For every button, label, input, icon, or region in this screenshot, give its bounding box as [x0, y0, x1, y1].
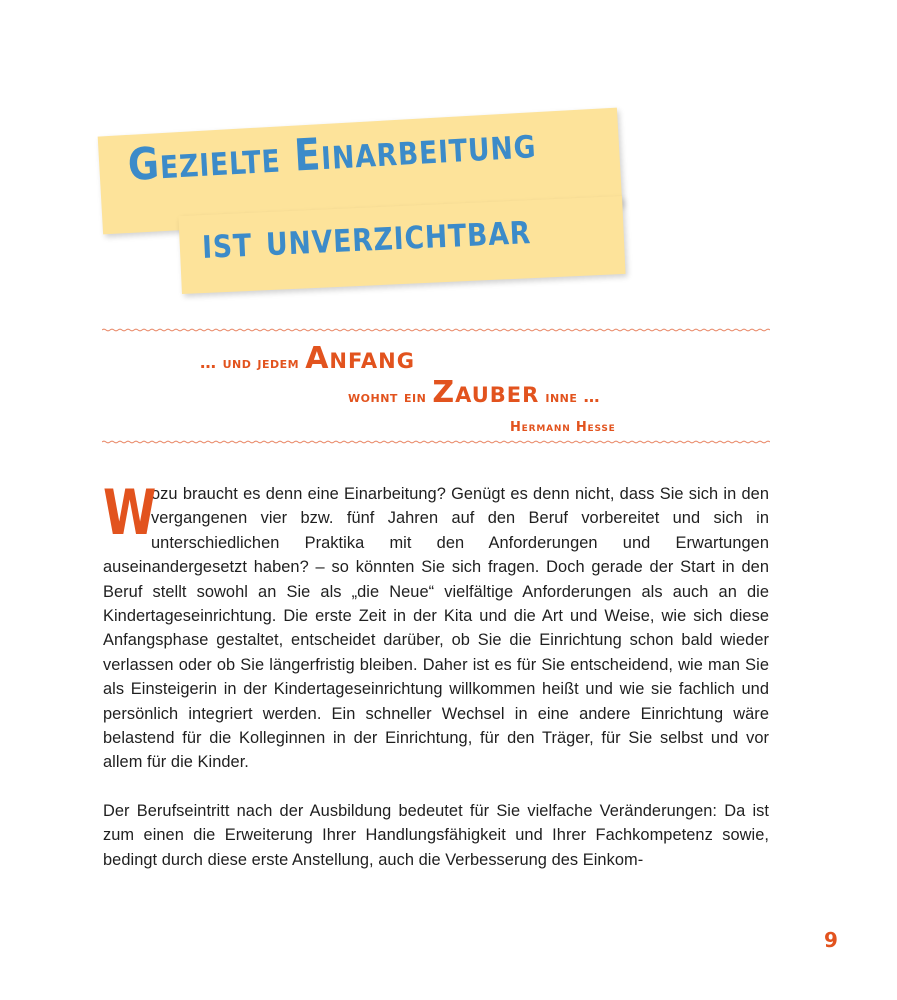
page-title-line-2: ist unverzichtbar [200, 203, 533, 269]
quote-emphasis-anfang: Anfang [305, 341, 415, 376]
wavy-divider-bottom [102, 438, 770, 446]
wavy-divider-top [102, 326, 770, 334]
page-title-line-1: Gezielte Einarbeitung [126, 117, 538, 191]
drop-cap: W [103, 476, 157, 549]
title-banner [100, 100, 640, 290]
page-number: 9 [824, 928, 838, 952]
quote-emphasis-zauber: Zauber [432, 375, 540, 410]
body-paragraph-1 [103, 476, 769, 775]
quote-line-1-prefix: … und jedem [200, 353, 306, 372]
quote-line-1 [200, 341, 415, 376]
quote-author: Hermann Hesse [510, 420, 616, 435]
quote-line-2-suffix: inne … [539, 387, 600, 406]
quote-line-2-prefix: wohnt ein [348, 387, 433, 406]
body-paragraph-2: Der Berufseintritt nach der Ausbildung bedeutet für Sie vielfache Veränderungen: Da ist zum einen die Erweiterung Ihrer Handlungsfähigkeit und Ihrer Fachkompetenz sowie, bedingt durch diese erste Anstellung, auch die Verbesserung des Einkom- [103, 802, 769, 869]
body-paragraph-1-text: ozu braucht es denn eine Einarbeitung? Genügt es denn nicht, dass Sie sich in den vergangenen vier bzw. fünf Jahren auf den Beruf vorbereitet und sich in unterschiedlichen Praktika mit den Anforderungen und Erwartungen auseinandergesetzt haben? – so könnten Sie sich fragen. Doch gerade der Start in den Beruf stellt sowohl an Sie als „die Neue“ vielfältige Anforderungen als auch an die Kindertageseinrichtung. Die erste Zeit in der Kita und die Art und Weise, wie sich diese Anfangsphase gestaltet, entscheidet darüber, ob Sie die Einrichtung schon bald wieder verlassen oder ob Sie längerfristig bleiben. Daher ist es für Sie entscheidend, wie man Sie als Einsteigerin in der Kindertageseinrichtung willkommen heißt und wie sie fachlich und persönlich integriert werden. Ein schneller Wechsel in eine andere Einrichtung wäre belastend für die Kolleginnen in der Einrichtung, für den Träger, für Sie selbst und vor allem für die Kinder. [103, 485, 769, 772]
quote-line-2 [348, 375, 600, 410]
